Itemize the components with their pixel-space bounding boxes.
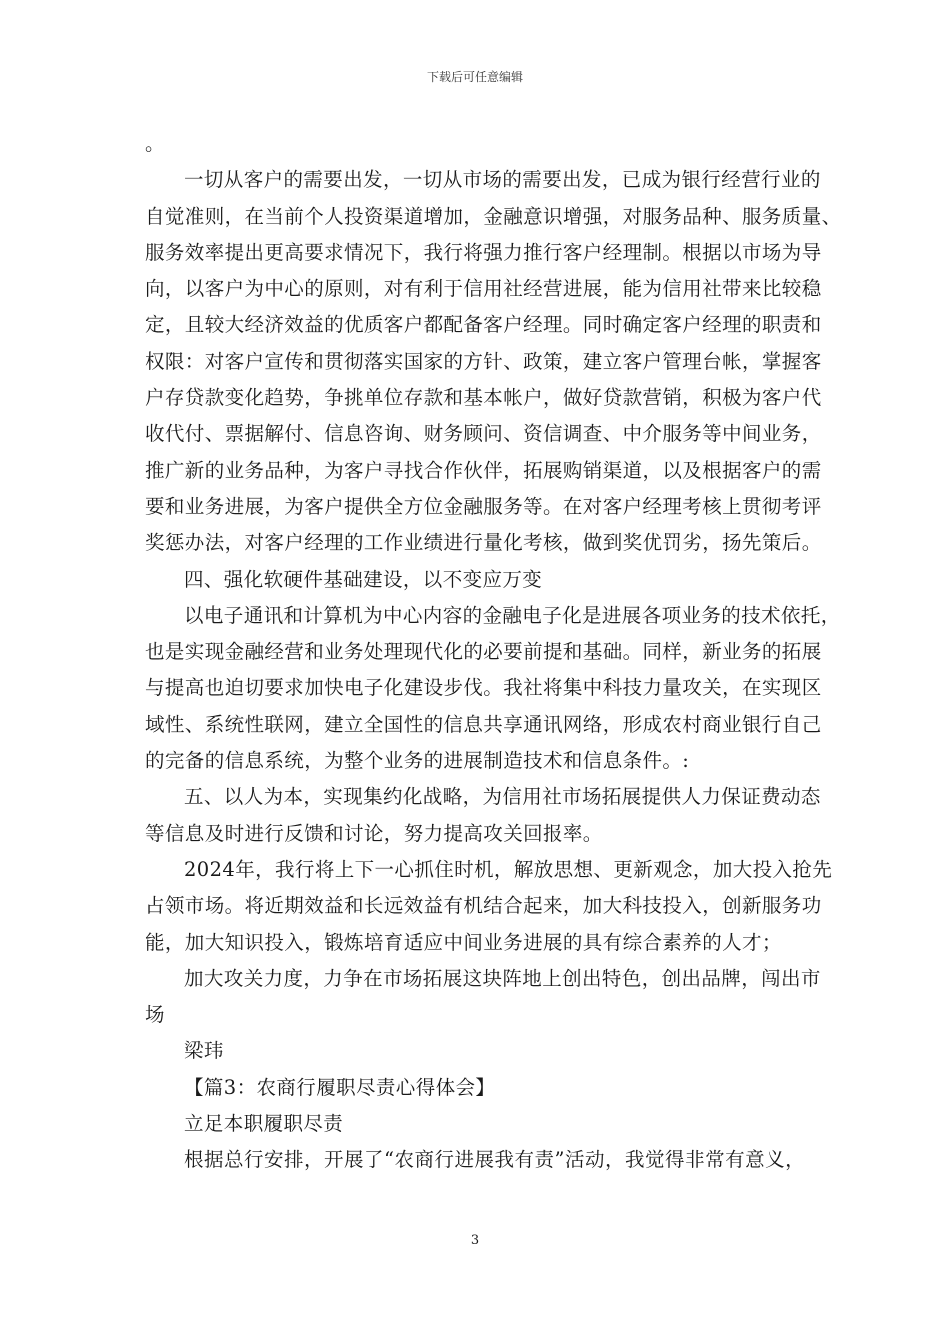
text-line: 域性、系统性联网，建立全国性的信息共享通讯网络，形成农村商业银行自己 <box>145 712 822 736</box>
text-line: 户存贷款变化趋势，争挑单位存款和基本帐户，做好贷款营销，积极为客户代 <box>145 386 822 410</box>
text-line: 能，加大知识投入，锻炼培育适应中间业务进展的具有综合素养的人才； <box>145 930 782 954</box>
text-line: 以电子通讯和计算机为中心内容的金融电子化是进展各项业务的技术依托， <box>184 603 841 627</box>
text-line: 推广新的业务品种，为客户寻找合作伙伴，拓展购销渠道，以及根据客户的需 <box>145 458 822 482</box>
text-line: 四、强化软硬件基础建设，以不变应万变 <box>184 567 543 591</box>
text-line: 梁玮 <box>184 1039 224 1063</box>
text-line: 服务效率提出更高要求情况下，我行将强力推行客户经理制。根据以市场为导 <box>145 240 822 264</box>
text-line: 权限：对客户宣传和贯彻落实国家的方针、政策，建立客户管理台帐，掌握客 <box>145 349 822 373</box>
text-line: 要和业务进展，为客户提供全方位金融服务等。在对客户经理考核上贯彻考评 <box>145 494 822 518</box>
text-line: 向，以客户为中心的原则，对有利于信用社经营进展，能为信用社带来比较稳 <box>145 277 822 301</box>
page-number: 3 <box>470 1233 480 1248</box>
text-line: 奖惩办法，对客户经理的工作业绩进行量化考核，做到奖优罚劣，扬先策后。 <box>145 531 822 555</box>
text-line: 收代付、票据解付、信息咨询、财务顾问、资信调查、中介服务等中间业务， <box>145 422 822 446</box>
text-line: 根据总行安排，开展了“农商行进展我有责”活动，我觉得非常有意义， <box>184 1148 805 1172</box>
text-line: 。 <box>145 132 165 155</box>
text-line: 一切从客户的需要出发，一切从市场的需要出发，已成为银行经营行业的 <box>184 168 821 192</box>
text-line: 【篇3：农商行履职尽责心得体会】 <box>184 1075 496 1099</box>
text-line: 的完备的信息系统，为整个业务的进展制造技术和信息条件。: <box>145 749 690 773</box>
text-line: 立足本职履职尽责 <box>184 1112 344 1136</box>
text-line: 场 <box>145 1003 165 1027</box>
text-line: 自觉准则，在当前个人投资渠道增加，金融意识增强，对服务品种、服务质量、 <box>145 204 842 228</box>
text-line: 五、以人为本，实现集约化战略，为信用社市场拓展提供人力保证费动态 <box>184 785 821 809</box>
document-body <box>145 126 842 1179</box>
text-line: 加大攻关力度，力争在市场拓展这块阵地上创出特色，创出品牌，闯出市 <box>184 966 821 990</box>
page-header: 下载后可任意编辑 <box>426 70 523 84</box>
text-line: 占领市场。将近期效益和长远效益有机结合起来，加大科技投入，创新服务功 <box>145 894 822 918</box>
text-line: 等信息及时进行反馈和讨论，努力提高攻关回报率。 <box>145 821 603 845</box>
text-line: 定，且较大经济效益的优质客户都配备客户经理。同时确定客户经理的职责和 <box>145 313 822 337</box>
text-line: 与提高也迫切要求加快电子化建设步伐。我社将集中科技力量攻关，在实现区 <box>145 676 822 700</box>
text-line: 也是实现金融经营和业务处理现代化的必要前提和基础。同样，新业务的拓展 <box>145 640 822 664</box>
text-line: 2024年，我行将上下一心抓住时机，解放思想、更新观念，加大投入抢先 <box>184 857 833 881</box>
